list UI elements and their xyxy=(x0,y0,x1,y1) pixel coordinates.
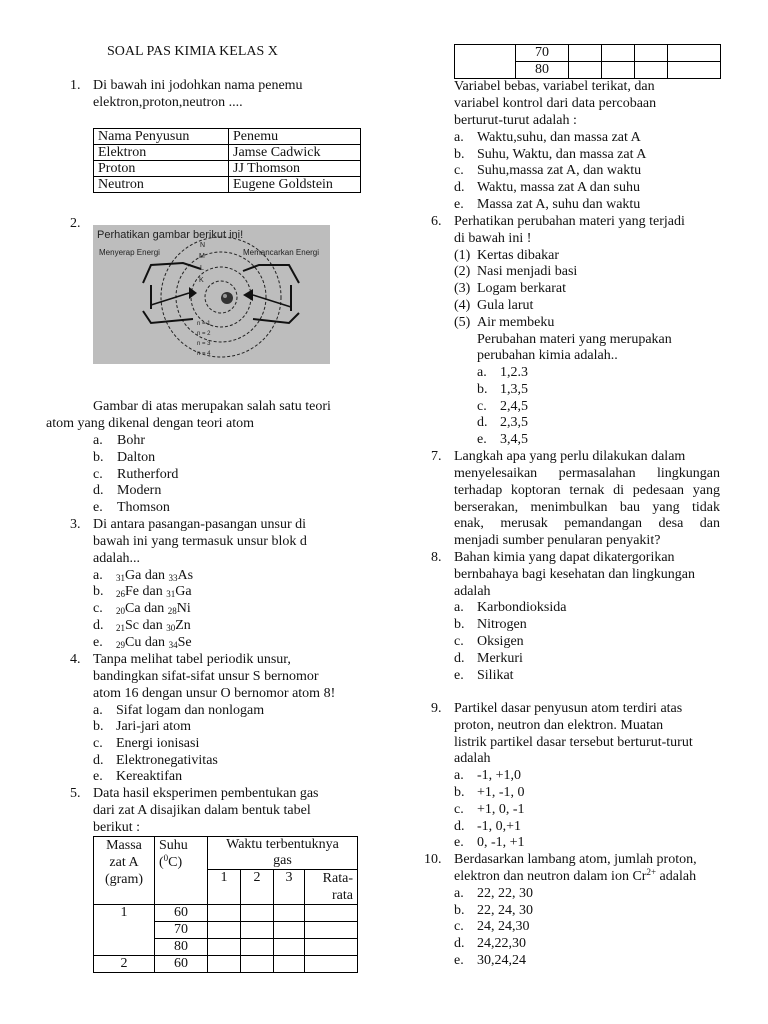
q3-option-label: e. xyxy=(93,635,103,650)
q8-option-label: d. xyxy=(454,651,465,666)
q3-option-text: $_{20}$Ca dan $_{28}$Ni xyxy=(116,601,191,616)
level-label: n = 3 xyxy=(197,341,211,347)
q4-option-text: Sifat logam dan nonlogam xyxy=(116,703,265,718)
q9-text-line: listrik partikel dasar tersebut berturut-turut xyxy=(454,735,693,750)
q5-option-label: b. xyxy=(454,147,465,162)
q7-text-line: menjadi sumber penularan penyakit? xyxy=(454,533,661,548)
q4-option-text: Energi ionisasi xyxy=(116,736,200,751)
table-cell xyxy=(274,922,305,939)
q6-item-label: (2) xyxy=(454,264,471,279)
q9-option-label: e. xyxy=(454,835,464,850)
q1-text-line: Di bawah ini jodohkan nama penemu xyxy=(93,78,303,93)
q6-option-text: 1,3,5 xyxy=(500,382,528,397)
q10-option-label: c. xyxy=(454,919,464,934)
q2-option-text: Thomson xyxy=(117,500,170,515)
q8-text-line: adalah xyxy=(454,584,491,599)
q3-option-text: $_{21}$Sc dan $_{30}$Zn xyxy=(116,618,191,633)
table-cell xyxy=(602,45,635,62)
q7-text-line: menyelesaikan permasalahan lingkungan xyxy=(454,466,720,481)
table-cell: 70 xyxy=(516,45,569,62)
table-cell xyxy=(241,922,274,939)
q5-option-text: Suhu, Waktu, dan massa zat A xyxy=(477,147,647,162)
q5-option-label: c. xyxy=(454,163,464,178)
table-cell xyxy=(274,939,305,956)
q7-text-line: berserakan, menimbulkan bau yang tidak xyxy=(454,500,720,515)
q4-number: 4. xyxy=(70,652,81,667)
table-cell: 60 xyxy=(155,956,208,973)
table-cell: Neutron xyxy=(94,177,229,193)
q6-option-text: 2,3,5 xyxy=(500,415,528,430)
q7-text-line: enak, merusak pemandangan desa dan xyxy=(454,516,720,531)
bohr-atom-figure xyxy=(93,225,330,364)
q6-item-text: Gula larut xyxy=(477,298,534,313)
table-cell: Nama Penyusun xyxy=(94,129,229,145)
q3-text-line: bawah ini yang termasuk unsur blok d xyxy=(93,534,307,549)
header-suhu: Suhu ($^0$C) xyxy=(155,837,208,905)
header-trial-3: 3 xyxy=(274,870,305,905)
q2-text-line: atom yang dikenal dengan teori atom xyxy=(46,416,254,431)
q3-option-label: a. xyxy=(93,568,103,583)
table-row xyxy=(94,905,358,922)
table-cell xyxy=(208,905,241,922)
level-label: n = 1 xyxy=(197,321,211,327)
shell-label: M xyxy=(199,253,205,260)
q8-number: 8. xyxy=(431,550,442,565)
table-cell xyxy=(274,905,305,922)
table-cell: 1 xyxy=(94,905,155,956)
table-cell xyxy=(208,922,241,939)
shell-label: L xyxy=(200,265,204,272)
q3-option-label: b. xyxy=(93,584,104,599)
table-row xyxy=(94,837,358,870)
q2-option-label: e. xyxy=(93,500,103,515)
table-cell xyxy=(602,62,635,79)
q5-text-line: dari zat A disajikan dalam bentuk tabel xyxy=(93,803,311,818)
q8-option-label: b. xyxy=(454,617,465,632)
q4-option-text: Jari-jari atom xyxy=(116,719,192,734)
q8-text-line: bernbahaya bagi kesehatan dan lingkungan xyxy=(454,567,696,582)
q9-option-text: -1, 0,+1 xyxy=(477,819,522,834)
q5-text-line: berikut : xyxy=(93,820,141,835)
q8-option-text: Karbondioksida xyxy=(477,600,567,615)
header-waktu: Waktu terbentuknya gas xyxy=(208,837,358,870)
header-massa: Massa zat A (gram) xyxy=(94,837,155,905)
q7-text-line: terhadap koptoran ternak di pedesaan yang xyxy=(454,483,720,498)
table-cell: Jamse Cadwick xyxy=(229,145,361,161)
table-cell: Proton xyxy=(94,161,229,177)
q2-option-text: Modern xyxy=(117,483,162,498)
q10-text-line: Berdasarkan lambang atom, jumlah proton, xyxy=(454,852,697,867)
table-cell: 70 xyxy=(155,922,208,939)
table-cell xyxy=(635,62,668,79)
q6-text-line: Perubahan materi yang merupakan xyxy=(477,332,672,347)
q8-option-text: Merkuri xyxy=(477,651,523,666)
q10-option-label: a. xyxy=(454,886,464,901)
q2-option-label: d. xyxy=(93,483,104,498)
q5-option-label: d. xyxy=(454,180,465,195)
figure-left-label: Menyerap Energi xyxy=(99,248,160,257)
table-cell: 80 xyxy=(516,62,569,79)
atom-diagram xyxy=(93,225,330,364)
table-cell xyxy=(305,939,358,956)
q6-text-line: di bawah ini ! xyxy=(454,231,532,246)
q6-option-text: 2,4,5 xyxy=(500,399,528,414)
q10-option-text: 24, 24,30 xyxy=(477,919,530,934)
table-row xyxy=(94,956,358,973)
q9-option-label: d. xyxy=(454,819,465,834)
table-row xyxy=(94,161,361,177)
q4-option-text: Kereaktifan xyxy=(116,769,183,784)
q5-text-line: variabel kontrol dari data percobaan xyxy=(454,96,657,111)
q9-text-line: proton, neutron dan elektron. Muatan xyxy=(454,718,664,733)
q9-option-text: -1, +1,0 xyxy=(477,768,522,783)
q10-option-label: d. xyxy=(454,936,465,951)
q10-number: 10. xyxy=(424,852,442,867)
table-cell xyxy=(305,956,358,973)
table-row xyxy=(455,45,721,62)
q2-option-label: c. xyxy=(93,467,103,482)
q9-option-label: c. xyxy=(454,802,464,817)
q3-text-line: Di antara pasangan-pasangan unsur di xyxy=(93,517,307,532)
table-cell xyxy=(208,939,241,956)
q6-option-label: d. xyxy=(477,415,488,430)
table-row xyxy=(94,145,361,161)
q2-option-text: Bohr xyxy=(117,433,145,448)
q9-number: 9. xyxy=(431,701,442,716)
level-label: n = 2 xyxy=(197,331,211,337)
table-cell xyxy=(208,956,241,973)
q5-option-text: Massa zat A, suhu dan waktu xyxy=(477,197,641,212)
table-cell xyxy=(635,45,668,62)
q10-option-text: 22, 22, 30 xyxy=(477,886,533,901)
q6-item-label: (1) xyxy=(454,248,471,263)
q10-option-label: b. xyxy=(454,903,465,918)
q5-data-table-continued xyxy=(454,44,721,79)
table-cell xyxy=(569,45,602,62)
q5-option-text: Waktu,suhu, dan massa zat A xyxy=(477,130,641,145)
table-row xyxy=(94,129,361,145)
q4-option-label: b. xyxy=(93,719,104,734)
q10-text-line: elektron dan neutron dalam ion $Cr^{2+}$ adalah xyxy=(454,867,697,884)
table-cell xyxy=(241,905,274,922)
q4-option-label: a. xyxy=(93,703,103,718)
q6-option-label: a. xyxy=(477,365,487,380)
q6-item-text: Logam berkarat xyxy=(477,281,567,296)
q3-option-text: $_{26}$Fe dan $_{31}$Ga xyxy=(116,584,192,599)
q9-option-text: 0, -1, +1 xyxy=(477,835,525,850)
q9-option-label: a. xyxy=(454,768,464,783)
header-rata: Rata- rata xyxy=(305,870,358,905)
table-cell xyxy=(569,62,602,79)
q9-option-label: b. xyxy=(454,785,465,800)
table-cell xyxy=(305,922,358,939)
table-cell: 80 xyxy=(155,939,208,956)
q6-item-text: Kertas dibakar xyxy=(477,248,560,263)
q7-number: 7. xyxy=(431,449,442,464)
q1-table xyxy=(93,128,361,193)
q8-option-text: Nitrogen xyxy=(477,617,527,632)
q2-option-label: a. xyxy=(93,433,103,448)
q9-text-line: adalah xyxy=(454,751,491,766)
q5-text-line: Variabel bebas, variabel terikat, dan xyxy=(454,79,655,94)
q5-option-label: a. xyxy=(454,130,464,145)
q9-option-text: +1, 0, -1 xyxy=(477,802,525,817)
figure-heading: Perhatikan gambar berikut ini! xyxy=(97,229,244,241)
header-trial-1: 1 xyxy=(208,870,241,905)
q6-text-line: perubahan kimia adalah.. xyxy=(477,348,618,363)
table-cell: Elektron xyxy=(94,145,229,161)
q5-option-text: Suhu,massa zat A, dan waktu xyxy=(477,163,642,178)
q9-option-text: +1, -1, 0 xyxy=(477,785,525,800)
shell-label: N xyxy=(200,242,206,249)
q8-option-text: Oksigen xyxy=(477,634,524,649)
q4-option-text: Elektronegativitas xyxy=(116,753,218,768)
q4-option-label: e. xyxy=(93,769,103,784)
q10-option-text: 24,22,30 xyxy=(477,936,526,951)
q5-data-table xyxy=(93,836,358,973)
q6-item-label: (3) xyxy=(454,281,471,296)
table-cell: Penemu xyxy=(229,129,361,145)
q4-option-label: d. xyxy=(93,753,104,768)
page-title: SOAL PAS KIMIA KELAS X xyxy=(107,44,278,59)
q3-text-line: adalah... xyxy=(93,551,141,566)
q6-option-label: e. xyxy=(477,432,487,447)
q5-number: 5. xyxy=(70,786,81,801)
q5-option-text: Waktu, massa zat A dan suhu xyxy=(477,180,640,195)
q3-number: 3. xyxy=(70,517,81,532)
q6-item-label: (5) xyxy=(454,315,471,330)
table-row xyxy=(94,177,361,193)
q8-option-label: c. xyxy=(454,634,464,649)
q10-option-label: e. xyxy=(454,953,464,968)
q1-text-line: elektron,proton,neutron .... xyxy=(93,95,243,110)
q3-option-label: d. xyxy=(93,618,104,633)
q7-text-line: Langkah apa yang perlu dilakukan dalam xyxy=(454,449,686,464)
q8-option-label: e. xyxy=(454,668,464,683)
q4-text-line: atom 16 dengan unsur O bernomor atom 8! xyxy=(93,686,336,701)
table-cell xyxy=(668,45,721,62)
q2-option-text: Dalton xyxy=(117,450,156,465)
table-cell xyxy=(455,45,516,79)
q8-option-label: a. xyxy=(454,600,464,615)
level-label: n = 4 xyxy=(197,351,211,357)
table-cell: 60 xyxy=(155,905,208,922)
q6-item-label: (4) xyxy=(454,298,471,313)
q6-item-text: Air membeku xyxy=(477,315,555,330)
q8-text-line: Bahan kimia yang dapat dikatergorikan xyxy=(454,550,675,565)
table-cell xyxy=(241,956,274,973)
table-cell: JJ Thomson xyxy=(229,161,361,177)
q3-option-text: $_{29}$Cu dan $_{34}$Se xyxy=(116,635,192,650)
header-trial-2: 2 xyxy=(241,870,274,905)
q4-option-label: c. xyxy=(93,736,103,751)
q10-option-text: 30,24,24 xyxy=(477,953,526,968)
q6-option-text: 1,2.3 xyxy=(500,365,528,380)
q6-text-line: Perhatikan perubahan materi yang terjadi xyxy=(454,214,685,229)
q8-option-text: Silikat xyxy=(477,668,514,683)
q10-option-text: 22, 24, 30 xyxy=(477,903,533,918)
q6-option-label: b. xyxy=(477,382,488,397)
q3-option-label: c. xyxy=(93,601,103,616)
q2-number: 2. xyxy=(70,216,81,231)
table-cell xyxy=(274,956,305,973)
q9-text-line: Partikel dasar penyusun atom terdiri atas xyxy=(454,701,683,716)
q6-option-text: 3,4,5 xyxy=(500,432,528,447)
q6-number: 6. xyxy=(431,214,442,229)
q2-text-line: Gambar di atas merupakan salah satu teori xyxy=(93,399,331,414)
q3-option-text: $_{31}$Ga dan $_{33}$As xyxy=(116,568,194,583)
q2-option-text: Rutherford xyxy=(117,467,179,482)
figure-right-label: Memancarkan Energi xyxy=(243,248,320,257)
q1-number: 1. xyxy=(70,78,81,93)
table-cell xyxy=(305,905,358,922)
q5-text-line: Data hasil eksperimen pembentukan gas xyxy=(93,786,319,801)
q5-option-label: e. xyxy=(454,197,464,212)
table-cell: Eugene Goldstein xyxy=(229,177,361,193)
table-cell: 2 xyxy=(94,956,155,973)
q6-option-label: c. xyxy=(477,399,487,414)
q4-text-line: bandingkan sifat-sifat unsur S bernomor xyxy=(93,669,319,684)
q6-item-text: Nasi menjadi basi xyxy=(477,264,578,279)
shell-label: K xyxy=(199,277,204,284)
table-cell xyxy=(668,62,721,79)
table-cell xyxy=(241,939,274,956)
q4-text-line: Tanpa melihat tabel periodik unsur, xyxy=(93,652,291,667)
q2-option-label: b. xyxy=(93,450,104,465)
q5-text-line: berturut-turut adalah : xyxy=(454,113,577,128)
